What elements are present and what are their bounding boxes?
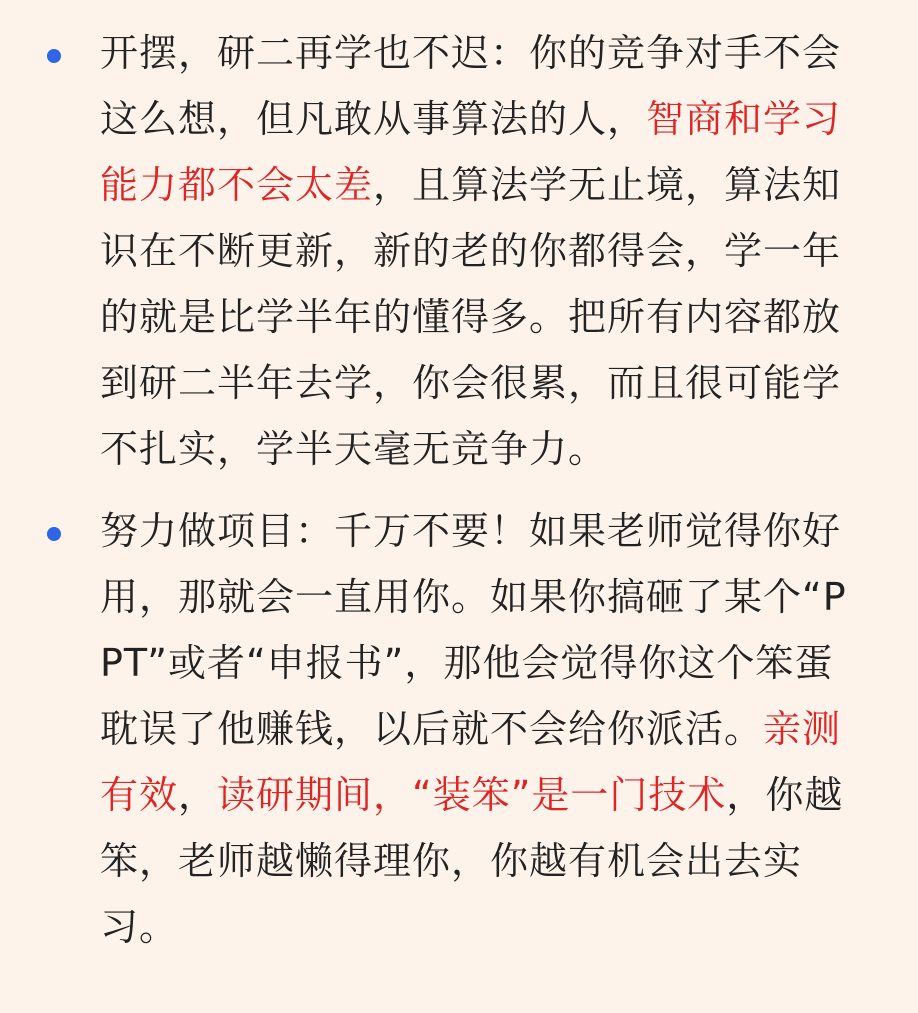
highlighted-text: 智商和学习能力都不会太差	[100, 97, 842, 207]
highlighted-text: 读研期间，“装笨”是一门技术	[217, 773, 727, 817]
list-item-text	[100, 20, 870, 482]
text-segment: 开摆，研二再学也不迟：你的竞争对手不会这么想，但凡敢从事算法的人，	[100, 31, 842, 141]
bullet-dot-icon	[47, 49, 61, 63]
text-segment: ，你越笨，老师越懒得理你，你越有机会出去实习。	[100, 773, 844, 949]
text-segment: ，且算法学无止境，算法知识在不断更新，新的老的你都得会，学一年的就是比学半年的懂得多。把所有内容都放到研二半年去学，你会很累，而且很可能学不扎实，学半天毫无竞争力。	[100, 163, 842, 471]
text-segment: ，	[178, 773, 218, 817]
text-segment: 努力做项目：千万不要！如果老师觉得你好用，那就会一直用你。如果你搞砸了某个“PPT”或者“申报书”，那他会觉得你这个笨蛋耽误了他赚钱，以后就不会给你派活。	[100, 509, 847, 751]
list-item-text	[100, 498, 870, 960]
bullet-dot-icon	[47, 527, 61, 541]
highlighted-text: 亲测有效	[100, 707, 842, 817]
